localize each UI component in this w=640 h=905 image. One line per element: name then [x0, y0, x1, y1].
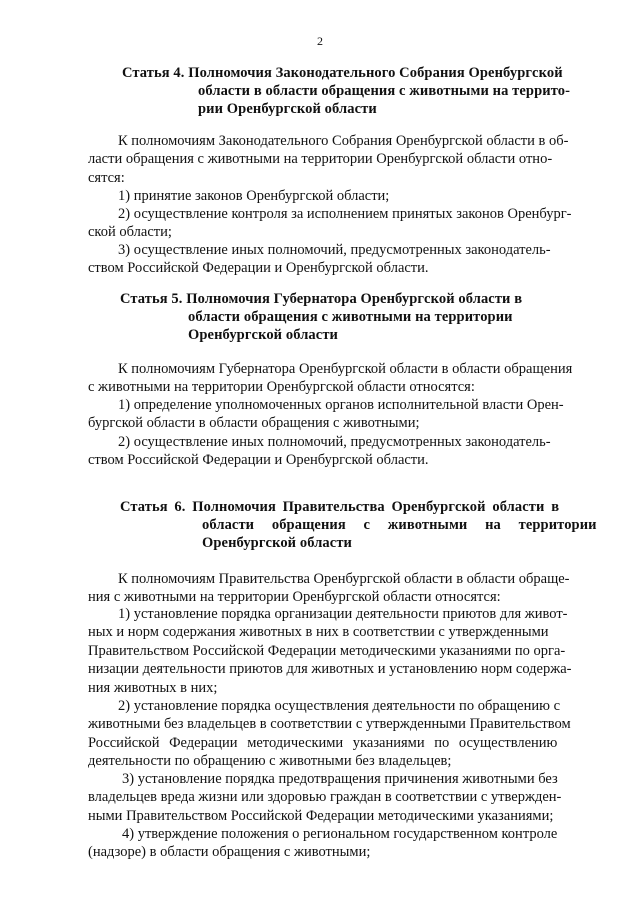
- heading-line: Оренбургской области: [202, 535, 352, 551]
- text-line: ния с животными на территории Оренбургской области относятся:: [88, 589, 501, 606]
- article-6-intro: [88, 570, 593, 607]
- text-line: бургской области в области обращения с животными;: [88, 415, 420, 432]
- text-line: 1) установление порядка организации деятельности приютов для живот-: [118, 606, 568, 622]
- text-line: 1) определение уполномоченных органов исполнительной власти Орен-: [118, 397, 564, 413]
- page-number: 2: [317, 34, 323, 48]
- article-5-item-2: [88, 433, 593, 470]
- text-line: 3) осуществление иных полномочий, предусмотренных законодатель-: [118, 242, 551, 258]
- article-5-heading: [120, 290, 590, 344]
- article-4-item-2: [88, 205, 593, 242]
- text-line: 2) осуществление иных полномочий, предусмотренных законодатель-: [118, 434, 551, 450]
- text-line: Правительством Российской Федерации методическими указаниями по орга-: [88, 642, 566, 659]
- text-line: ния животных в них;: [88, 679, 218, 696]
- text-line: сятся:: [88, 169, 125, 186]
- text-line: низации деятельности приютов для животных и установлению норм содержа-: [88, 661, 572, 678]
- text-line: ными Правительством Российской Федерации методическими указаниями;: [88, 807, 554, 824]
- text-line: Российской Федерации методическими указаниями по осуществлению: [88, 734, 558, 751]
- text-line: К полномочиям Законодательного Собрания Оренбургской области в об-: [118, 133, 569, 149]
- heading-line: области обращения с животными на территории: [188, 309, 513, 325]
- article-5-item-1: [88, 396, 593, 433]
- text-line: К полномочиям Губернатора Оренбургской области в области обращения: [118, 361, 573, 377]
- text-line: (надзоре) в области обращения с животными;: [88, 844, 371, 861]
- article-5-intro: [88, 360, 593, 397]
- article-4-item-3: [88, 241, 593, 278]
- article-6-item-2: [88, 697, 593, 771]
- article-6-item-3: [88, 770, 593, 825]
- article-4-item-1: [88, 187, 593, 205]
- text-line: животными без владельцев в соответствии с утвержденными Правительством: [88, 716, 571, 733]
- text-line: ством Российской Федерации и Оренбургской области.: [88, 452, 429, 469]
- text-line: 2) установление порядка осуществления деятельности по обращению с: [118, 698, 561, 714]
- text-line: ных и норм содержания животных в них в соответствии с утвержденными: [88, 624, 549, 641]
- heading-line: Статья 5. Полномочия Губернатора Оренбургской области в: [120, 291, 523, 307]
- article-6-item-1: [88, 605, 593, 697]
- text-line: деятельности по обращению с животными без владельцев;: [88, 753, 452, 770]
- article-6-item-4: [88, 825, 593, 862]
- text-line: 4) утверждение положения о региональном государственном контроле: [122, 826, 558, 842]
- text-line: ством Российской Федерации и Оренбургской области.: [88, 260, 429, 277]
- text-line: 2) осуществление контроля за исполнением принятых законов Оренбург-: [118, 206, 572, 222]
- article-4-heading: [122, 64, 592, 118]
- text-line: 1) принятие законов Оренбургской области;: [118, 188, 390, 204]
- heading-line: Статья 4. Полномочия Законодательного Собрания Оренбургской: [122, 65, 563, 81]
- text-line: ской области;: [88, 224, 172, 241]
- heading-line: Статья 6. Полномочия Правительства Оренбургской области в: [120, 499, 560, 515]
- heading-line: Оренбургской области: [188, 327, 338, 343]
- heading-line: области в области обращения с животными на террито-: [198, 83, 571, 99]
- article-6-heading: [120, 498, 597, 552]
- text-line: ласти обращения с животными на территории Оренбургской области отно-: [88, 151, 553, 168]
- text-line: с животными на территории Оренбургской области относятся:: [88, 379, 475, 396]
- text-line: 3) установление порядка предотвращения причинения животными без: [122, 771, 558, 787]
- text-line: К полномочиям Правительства Оренбургской области в области обраще-: [118, 571, 570, 587]
- heading-line: рии Оренбургской области: [198, 101, 377, 117]
- article-4-intro: [88, 132, 593, 187]
- heading-line: области обращения с животными на территории: [202, 517, 597, 533]
- text-line: владельцев вреда жизни или здоровью граждан в соответствии с утвержден-: [88, 789, 562, 806]
